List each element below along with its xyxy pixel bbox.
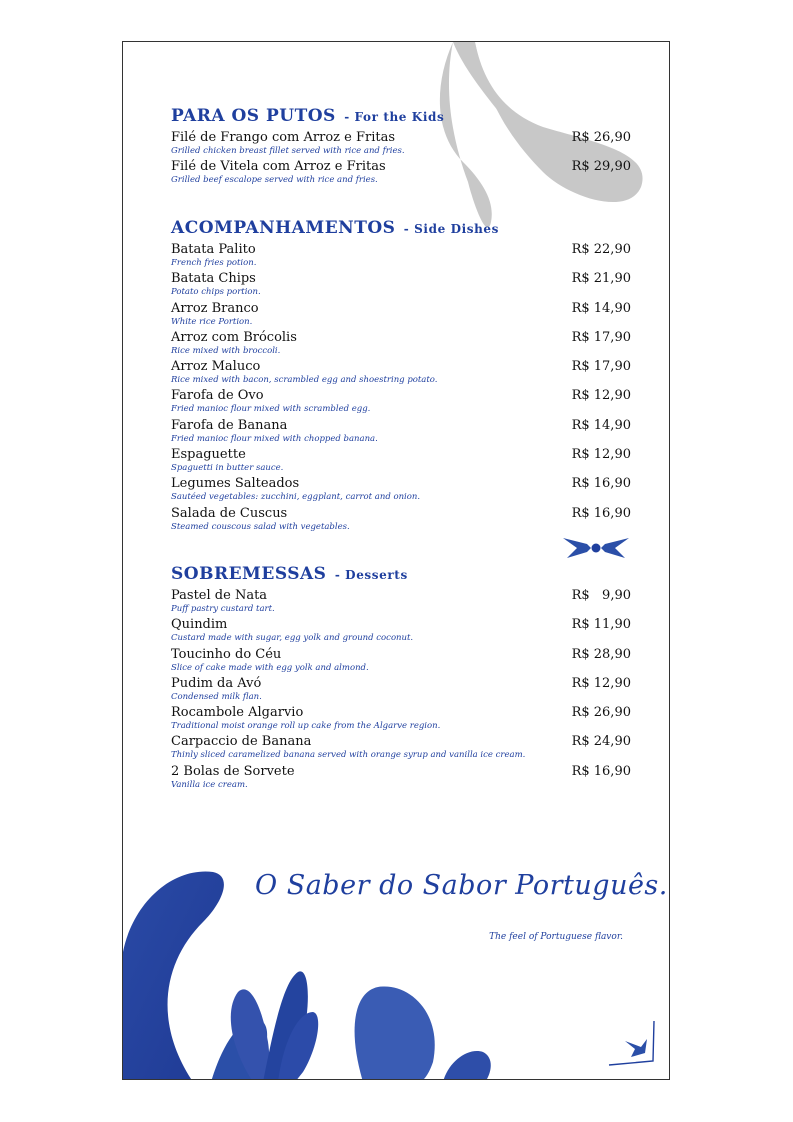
menu-item-price: R$ 28,90 — [571, 646, 631, 662]
menu-item-description: Traditional moist orange roll up cake from the Algarve region. — [171, 721, 441, 732]
menu-item — [171, 271, 631, 300]
sides-section-title: ACOMPANHAMENTOS - Side Dishes — [171, 218, 500, 238]
menu-item-name: Toucinho do Céu — [171, 646, 282, 662]
kids-section-title: PARA OS PUTOS - For the Kids — [171, 106, 445, 126]
menu-item-name: Quindim — [171, 617, 228, 633]
menu-item-description: White rice Portion. — [171, 316, 253, 327]
menu-item-price: R$ 24,90 — [571, 734, 631, 750]
menu-item-description: Puff pastry custard tart. — [171, 604, 275, 614]
menu-item-price: R$ 9,90 — [571, 588, 631, 603]
menu-item-description: Grilled chicken breast fillet served with rice and fries. — [171, 146, 405, 156]
menu-item-price: R$ 14,90 — [571, 417, 631, 433]
menu-item — [171, 242, 631, 271]
menu-item-price: R$ 12,90 — [571, 388, 631, 404]
menu-item-price: R$ 22,90 — [571, 242, 631, 257]
slogan-script: O Saber do Sabor Português. — [255, 870, 668, 901]
menu-item — [171, 617, 631, 646]
menu-item — [171, 705, 631, 734]
menu-item-description: Custard made with sugar, egg yolk and ground coconut. — [171, 633, 414, 644]
menu-item — [171, 647, 631, 676]
menu-item — [171, 301, 631, 330]
menu-item-name: Arroz Maluco — [171, 359, 261, 375]
menu-item-name: Batata Palito — [171, 242, 256, 257]
menu-item-price: R$ 16,90 — [571, 476, 631, 492]
menu-item — [171, 330, 631, 359]
menu-item — [171, 764, 631, 793]
desserts-section — [171, 556, 631, 793]
menu-item-name: Filé de Frango com Arroz e Fritas — [171, 130, 396, 145]
menu-item — [171, 388, 631, 417]
menu-page — [122, 41, 670, 1080]
menu-item — [171, 447, 631, 476]
menu-item-description: Spaguetti in butter sauce. — [171, 463, 284, 474]
menu-item-name: Filé de Vitela com Arroz e Fritas — [171, 159, 386, 175]
kids-item-list — [171, 130, 631, 189]
menu-item — [171, 359, 631, 388]
menu-item-price: R$ 26,90 — [571, 130, 631, 145]
menu-item-description: Sautéed vegetables: zucchini, eggplant, carrot and onion. — [171, 492, 421, 503]
menu-item-price: R$ 12,90 — [571, 675, 631, 691]
menu-item-price: R$ 16,90 — [571, 505, 631, 521]
menu-item-description: Vanilla ice cream. — [171, 779, 248, 790]
menu-item-description: Rice mixed with broccoli. — [171, 345, 281, 356]
menu-item — [171, 418, 631, 447]
menu-item-description: Grilled beef escalope served with rice and fries. — [171, 175, 378, 186]
menu-item-price: R$ 16,90 — [571, 763, 631, 779]
menu-item-description: Steamed couscous salad with vegetables. — [171, 521, 350, 532]
menu-item-name: Arroz com Brócolis — [171, 329, 297, 345]
menu-item-description: French fries potion. — [171, 258, 257, 268]
menu-item-description: Condensed milk flan. — [171, 691, 262, 702]
menu-item — [171, 476, 631, 505]
menu-item — [171, 130, 631, 159]
menu-item-name: Pastel de Nata — [171, 588, 268, 603]
menu-item-price: R$ 17,90 — [571, 329, 631, 345]
menu-item-price: R$ 21,90 — [571, 271, 631, 287]
menu-item — [171, 676, 631, 705]
menu-item-name: Pudim da Avó — [171, 675, 262, 691]
menu-item-description: Fried manioc flour mixed with scrambled egg. — [171, 404, 371, 415]
menu-item-description: Slice of cake made with egg yolk and almond. — [171, 662, 369, 673]
menu-item-description: Fried manioc flour mixed with chopped banana. — [171, 433, 378, 444]
menu-item-name: Batata Chips — [171, 271, 256, 287]
menu-item-name: Legumes Salteados — [171, 476, 300, 492]
sides-item-list — [171, 242, 631, 535]
desserts-section-title: SOBREMESSAS - Desserts — [171, 564, 408, 584]
menu-item-name: Farofa de Banana — [171, 417, 288, 433]
menu-item-name: Salada de Cuscus — [171, 505, 288, 521]
menu-item — [171, 734, 631, 763]
menu-item-description: Thinly sliced caramelized banana served with orange syrup and vanilla ice cream. — [171, 750, 526, 761]
kids-section — [171, 98, 631, 189]
menu-item-description: Potato chips portion. — [171, 287, 261, 298]
menu-item-price: R$ 12,90 — [571, 447, 631, 463]
sides-section — [171, 210, 631, 535]
menu-item-name: Rocambole Algarvio — [171, 705, 304, 721]
menu-item-price: R$ 14,90 — [571, 300, 631, 316]
menu-item-name: Farofa de Ovo — [171, 388, 264, 404]
menu-item-price: R$ 17,90 — [571, 359, 631, 375]
menu-item-description: Rice mixed with bacon, scrambled egg and shoestring potato. — [171, 375, 438, 386]
menu-item-name: Arroz Branco — [171, 300, 259, 316]
menu-item — [171, 588, 631, 617]
menu-item — [171, 159, 631, 188]
menu-item-name: Carpaccio de Banana — [171, 734, 312, 750]
menu-item-name: Espaguette — [171, 447, 246, 463]
menu-item — [171, 506, 631, 535]
menu-item-price: R$ 29,90 — [571, 159, 631, 175]
desserts-item-list — [171, 588, 631, 793]
tagline: The feel of Portuguese flavor. — [489, 932, 623, 942]
menu-item-price: R$ 26,90 — [571, 705, 631, 721]
menu-item-price: R$ 11,90 — [571, 617, 631, 633]
logo-mark-icon — [607, 1017, 657, 1067]
menu-item-name: 2 Bolas de Sorvete — [171, 763, 295, 779]
